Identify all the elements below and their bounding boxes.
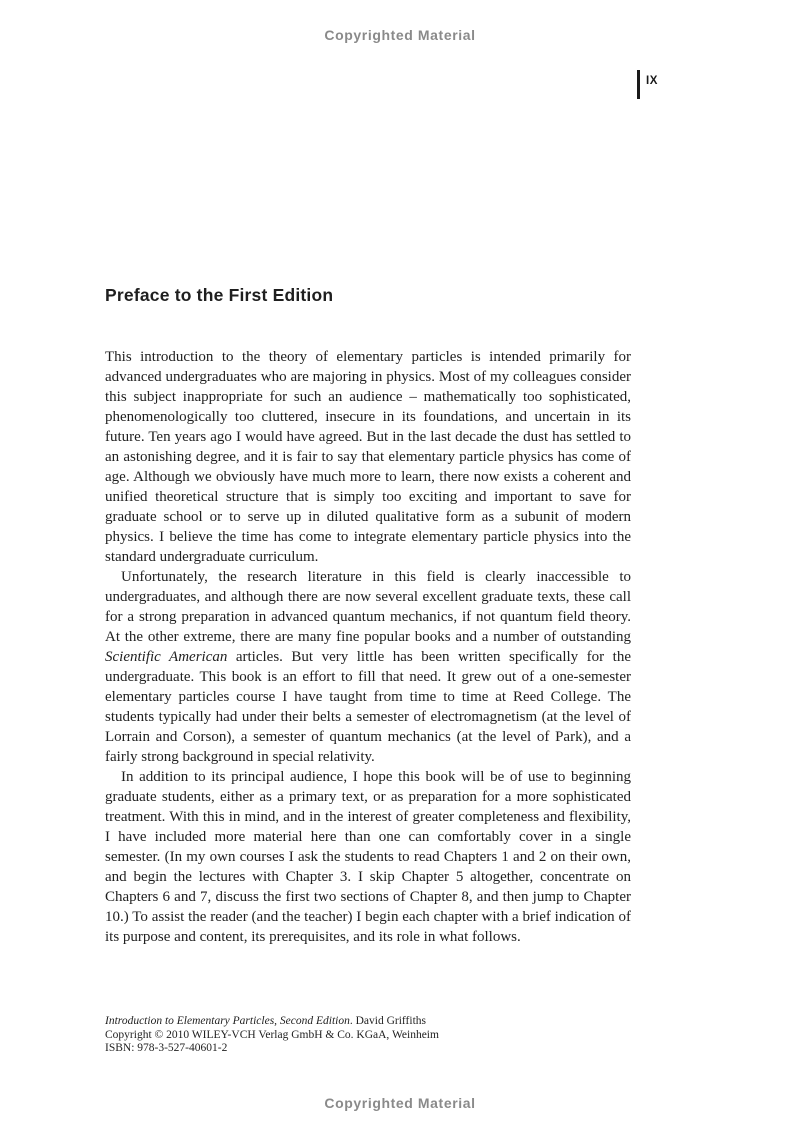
body-text-block [105, 347, 631, 947]
page-number-block [637, 70, 658, 99]
paragraph-3: In addition to its principal audience, I hope this book will be of use to beginning graduate students, either as a primary text, or as preparation for a more sophisticated treatment. With this in mind, and in the interest of greater completeness and flexibility, I have included more material here than one can comfortably cover in a single semester. (In my own courses I ask the students to read Chapters 1 and 2 on their own, and begin the lectures with Chapter 3. I skip Chapter 5 altogether, concentrate on Chapters 6 and 7, discuss the first two sections of Chapter 8, and then jump to Chapter 10.) To assist the reader (and the teacher) I begin each chapter with a brief indication of its purpose and content, its prerequisites, and its role in what follows. [105, 769, 631, 945]
footer-isbn-line: ISBN: 978-3-527-40601-2 [105, 1042, 228, 1054]
footer-title-line [105, 1015, 439, 1029]
book-author: . David Griffiths [349, 1015, 426, 1027]
page-number-divider [637, 70, 640, 99]
book-title: Introduction to Elementary Particles, Second Edition [105, 1015, 350, 1027]
paragraph-2-text-continued: articles. But very little has been written specifically for the undergraduate. This book is an effort to fill that need. It grew out of a one-semester elementary particles course I have taught from time to time at Reed College. The students typically had under their belts a semester of electromagnetism (at the level of Lorrain and Corson), a semester of quantum mechanics (at the level of Park), and a fairly strong background in special relativity. [105, 649, 631, 765]
footer-copyright-line: Copyright © 2010 WILEY-VCH Verlag GmbH & Co. KGaA, Weinheim [105, 1028, 439, 1041]
paragraph-2-text: Unfortunately, the research literature in this field is clearly inaccessible to undergraduates, and although there are now several excellent graduate texts, these call for a strong preparation in advanced quantum mechanics, if not quantum field theory. At the other extreme, there are many fine popular books and a number of outstanding [105, 569, 631, 645]
page-number: IX [646, 75, 658, 87]
paragraph-1: This introduction to the theory of elementary particles is intended primarily for advanced undergraduates who are majoring in physics. Most of my colleagues consider this subject inappropriate for such an audience – mathematically too sophisticated, phenomenologically too cluttered, insecure in its foundations, and uncertain in its future. Ten years ago I would have agreed. But in the last decade the dust has settled to an astonishing degree, and it is fair to say that elementary particle physics has come of age. Although we obviously have much more to learn, there now exists a coherent and unified theoretical structure that is simply too exciting and important to save for graduate school or to serve up in diluted qualitative form as a subunit of modern physics. I believe the time has come to integrate elementary particle physics into the standard undergraduate curriculum. [105, 349, 631, 565]
journal-title-italic: Scientific American [105, 649, 228, 665]
paragraph-2 [105, 567, 631, 767]
preface-heading: Preface to the First Edition [105, 285, 334, 305]
watermark-bottom: Copyrighted Material [324, 1095, 476, 1111]
copyright-footer [105, 1015, 439, 1056]
watermark-top: Copyrighted Material [324, 27, 476, 43]
